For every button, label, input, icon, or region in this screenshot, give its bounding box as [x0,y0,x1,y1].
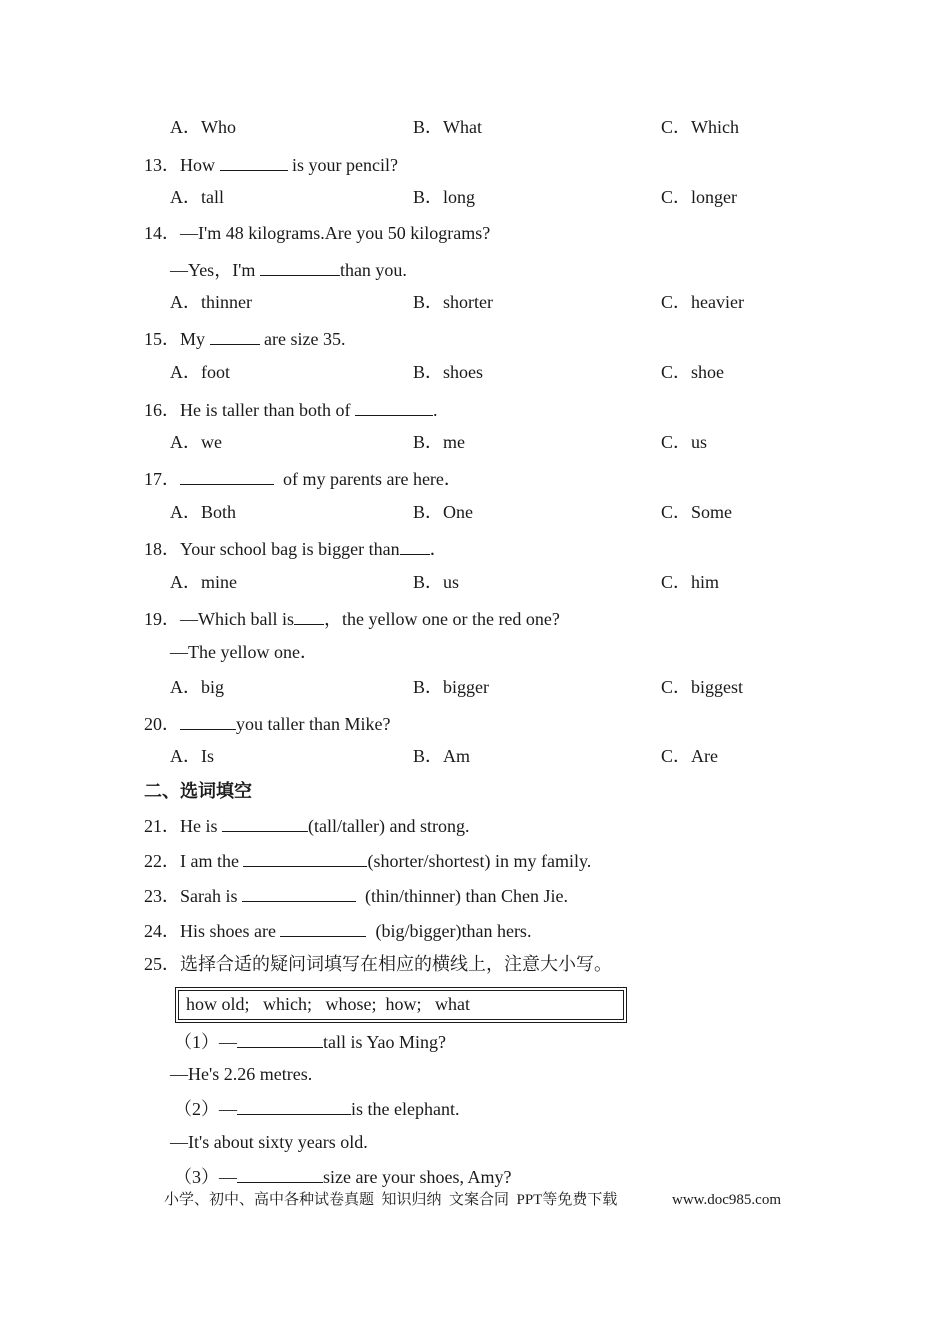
q20-option-c: C．Are [661,746,718,766]
question-number: 13． [144,155,180,175]
q25-sub-1-answer: —He's 2.26 metres. [170,1064,313,1084]
answer-blank [180,466,274,485]
answer-blank [280,918,366,937]
footer-url[interactable]: www.doc985.com [672,1192,782,1208]
q25-sub-2-answer: —It's about sixty years old. [170,1132,368,1152]
q18-option-c: C．him [661,572,720,592]
question-20: 20． you taller than Mike? [144,711,390,735]
q25-sub-2: （2）— is the elephant. [174,1096,459,1120]
q15-option-a: A．foot [170,362,230,382]
q15-option-b: B．shoes [413,362,484,382]
q14-option-a: A．thinner [170,292,252,312]
q18-option-a: A．mine [170,572,237,592]
question-17: 17． of my parents are here． [144,466,462,490]
q25-sub-1: （1）— tall is Yao Ming? [174,1029,446,1053]
question-14-line2: —Yes，I'm than you. [170,257,407,281]
q14-option-c: C．heavier [661,292,744,312]
question-22: 22．I am the (shorter/shortest) in my family. [144,848,591,872]
q17-option-b: B．One [413,502,473,522]
q19-option-c: C．biggest [661,677,744,697]
q15-option-c: C．shoe [661,362,724,382]
answer-blank [220,152,288,171]
word-bank-box [175,987,627,1023]
question-19: 19．—Which ball is ，the yellow one or the red one? [144,606,560,630]
q12-option-b: B．What [413,117,482,137]
q16-option-b: B．me [413,432,465,452]
answer-blank [260,257,340,276]
q17-option-c: C．Some [661,502,733,522]
question-21: 21．He is (tall/taller) and strong. [144,813,469,837]
q13-option-c: C．longer [661,187,737,207]
answer-blank [180,711,236,730]
q19-option-a: A．big [170,677,224,697]
q13-option-a: A．tall [170,187,224,207]
q12-option-a: A．Who [170,117,236,137]
answer-blank [355,397,433,416]
question-23: 23．Sarah is (thin/thinner) than Chen Jie. [144,883,568,907]
question-16: 16．He is taller than both of . [144,397,437,421]
answer-blank [237,1164,323,1183]
q17-option-a: A．Both [170,502,237,522]
question-15: 15．My are size 35. [144,326,345,350]
q14-option-b: B．shorter [413,292,493,312]
question-19-line2: —The yellow one． [170,642,318,662]
question-13: 13．How is your pencil? [144,152,398,176]
q16-option-c: C．us [661,432,708,452]
q20-option-a: A．Is [170,746,214,766]
q20-option-b: B．Am [413,746,471,766]
answer-blank [294,606,324,625]
answer-blank [242,883,356,902]
q25-sub-3: （3）— size are your shoes, Amy? [174,1164,511,1188]
q16-option-a: A．we [170,432,222,452]
answer-blank [237,1096,351,1115]
q19-option-b: B．bigger [413,677,489,697]
answer-blank [210,326,260,345]
question-18: 18．Your school bag is bigger than ． [144,536,448,560]
answer-blank [243,848,367,867]
q13-option-b: B．long [413,187,476,207]
section-title: 二、选词填空 [144,781,252,802]
answer-blank [222,813,308,832]
q18-option-b: B．us [413,572,460,592]
question-25: 25．选择合适的疑问词填写在相应的横线上，注意大小写。 [144,954,612,974]
answer-blank [400,536,430,555]
answer-blank [237,1029,323,1048]
footer-text: 小学、初中、高中各种试卷真题 知识归纳 文案合同 PPT等免费下载 [164,1192,618,1208]
q12-option-c: C．Which [661,117,739,137]
question-24: 24．His shoes are (big/bigger)than hers. [144,918,531,942]
question-14: 14．—I'm 48 kilograms.Are you 50 kilograms? [144,223,491,243]
word-bank-text: how old; which; whose; how; what [186,994,470,1014]
